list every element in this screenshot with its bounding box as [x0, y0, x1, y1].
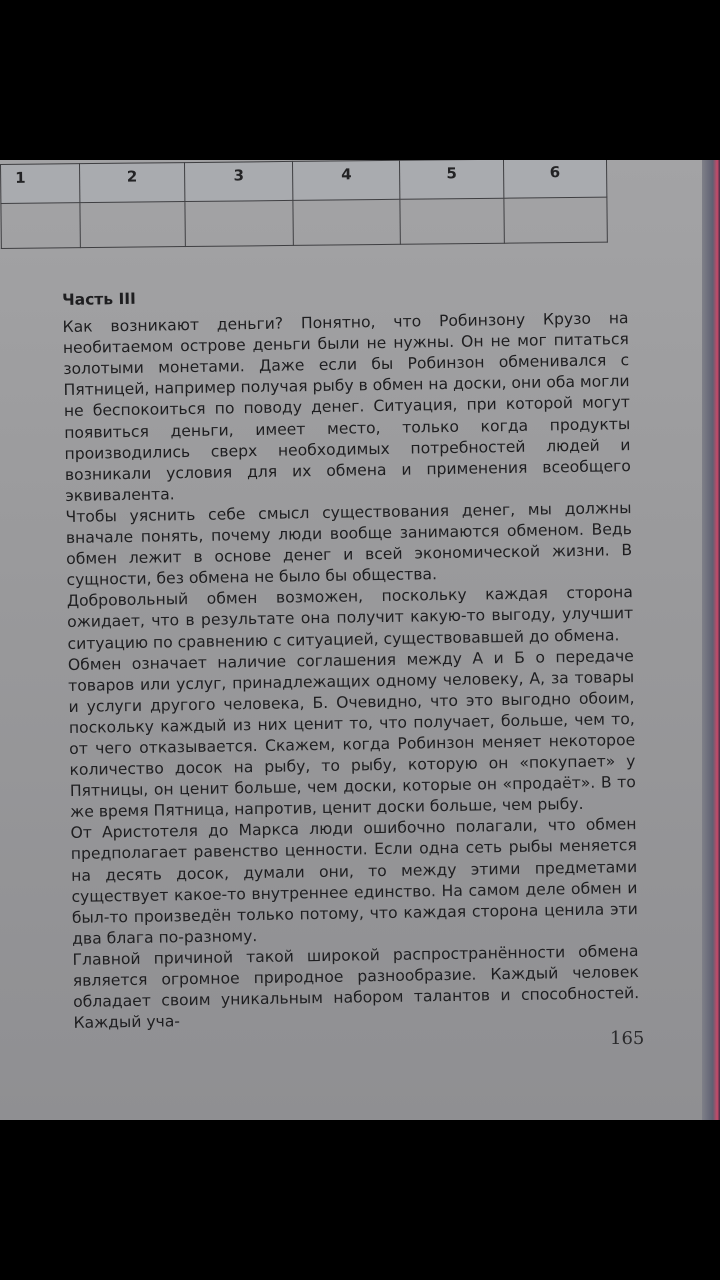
- table-header-cell: 3: [185, 161, 294, 201]
- paragraph: Главной причиной такой широкой распространённости обмена является огромное природное разнообразие. Каждый человек обладает своим уникальным набором талантов и способностей. Каждый уча-: [72, 941, 640, 1033]
- table-header-cell: 4: [293, 160, 401, 200]
- paragraph: Как возникают деньги? Понятно, что Робинзону Крузо на необитаемом острове деньги были не нужны. Он не мог питаться золотыми монетами. Даже если бы Робинзон обменивался с Пятницей, например получая рыбу в обмен на доски, они оба могли не беспокоиться по поводу денег. Ситуация, при которой могут появиться деньги, имеет место, только когда продукты производились сверх необходимых потребностей людей и возникали условия для их обмена и применения всеобщего эквивалента.: [62, 309, 631, 505]
- paragraph: Обмен означает наличие соглашения между А и Б о передаче товаров или услуг, принадлежащих одному человеку, А, за товары и услуги другого человека, Б. Очевидно, что это выгодно обоим, поскольку каждый из них ценит то, что получает, больше, чем то, от чего отказывается. Скажем, когда Робинзон меняет некоторое количество досок на рыбу, то рыбу, которую он «покупает» у Пятницы, он ценит больше, чем доски, которые он «продаёт». В то же время Пятница, напротив, ценит доски больше, чем рыбу.: [67, 646, 636, 822]
- page-number: 165: [610, 1028, 645, 1049]
- table-answer-cell: [80, 202, 186, 248]
- table-header-cell: 2: [79, 163, 185, 203]
- table-answer-cell: [293, 199, 401, 245]
- table-answer-cell: [504, 197, 608, 243]
- section-title: Часть III: [62, 289, 136, 309]
- answer-table-empty-row: [1, 197, 607, 248]
- answer-table: [0, 160, 608, 249]
- page-text: [62, 281, 640, 1034]
- table-header-cell: 5: [400, 160, 504, 199]
- table-header-cell: 6: [503, 160, 607, 198]
- answer-table-header-row: [1, 160, 607, 203]
- table-answer-cell: [400, 198, 504, 244]
- paragraph: Чтобы уяснить себе смысл существования денег, мы должны вначале понять, почему люди вообще занимаются обменом. Ведь обмен лежит в основе денег и всей экономической жизни. В сущности, без обмена не было бы общества.: [65, 499, 633, 590]
- paragraph: Добровольный обмен возможен, поскольку каждая сторона ожидает, что в результате она получит какую-то выгоду, улучшит ситуацию по сравнению с ситуацией, существовавшей до обмена.: [66, 583, 634, 653]
- table-header-cell: 1: [1, 164, 80, 204]
- paragraph: От Аристотеля до Маркса люди ошибочно полагали, что обмен предполагает равенство ценности. Если одна сеть рыбы меняется на десять досок, думали они, то между этими предметами существует какое-то внутреннее единство. На самом деле обмен и был-то произведён только потому, что каждая сторона ценила эти два блага по-разному.: [70, 815, 638, 948]
- table-answer-cell: [1, 203, 80, 249]
- book-spine-edge: [702, 160, 720, 1120]
- book-page-photo: [0, 160, 720, 1120]
- table-answer-cell: [185, 200, 294, 246]
